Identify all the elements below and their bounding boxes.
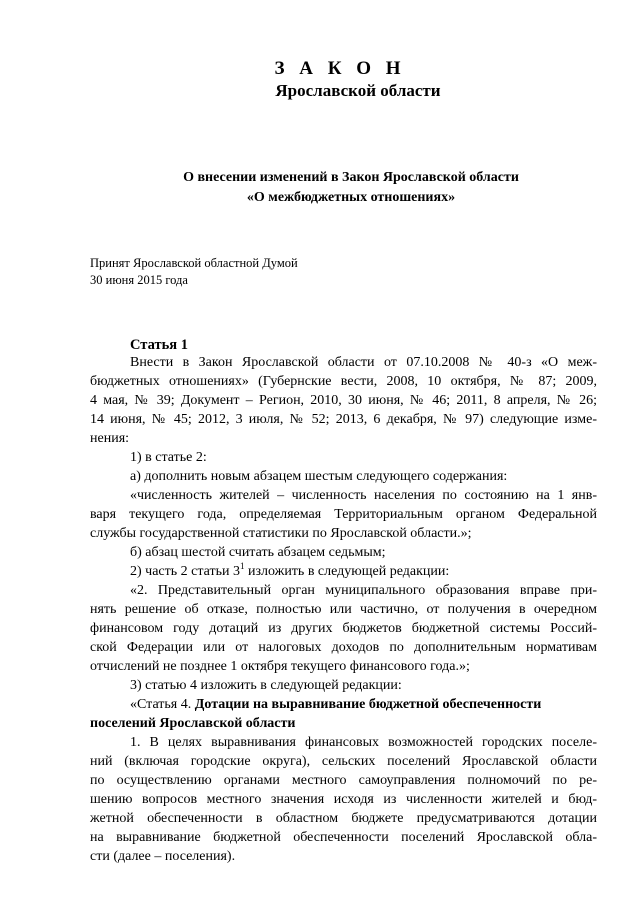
adoption-line-1: Принят Ярославской областной Думой: [90, 256, 298, 270]
body-line: 3) статью 4 изложить в следующей редакции:: [130, 678, 402, 693]
law-region: Ярославской области: [275, 81, 441, 100]
body-text: «Статья 4.: [130, 697, 195, 712]
body-line: 1) в статье 2:: [130, 450, 207, 465]
body-line: бюджетных отношениях» (Губернские вести, 2008, 10 октября, № 87; 2009,: [90, 374, 597, 389]
body-line: б) абзац шестой считать абзацем седьмым;: [130, 545, 386, 560]
article-title-bold: Дотации на выравнивание бюджетной обеспеченности: [194, 697, 542, 712]
body-text: 2) часть 2 статьи 3: [130, 564, 240, 579]
body-line: службы государственной статистики по Ярославской области.»;: [90, 526, 472, 541]
body-line: [90, 562, 597, 581]
body-text: изложить в следующей редакции:: [244, 564, 450, 579]
adoption-note: [90, 255, 298, 289]
body-line: финансовом году дотаций из других бюджетов бюджетной системы Россий-: [90, 621, 597, 636]
body-line: «численность жителей – численность населения по состоянию на 1 янв-: [130, 488, 597, 503]
law-title: З А К О Н: [274, 58, 406, 79]
body-line: 1. В целях выравнивания финансовых возможностей городских поселе-: [130, 735, 597, 750]
article-body: [90, 353, 597, 866]
body-line: нения:: [90, 431, 130, 446]
body-line: сти (далее – поселения).: [90, 849, 236, 864]
body-line: на выравнивание бюджетной обеспеченности поселений Ярославской обла-: [90, 830, 597, 845]
body-line: по осуществлению органами местного самоуправления полномочий по ре-: [90, 773, 597, 788]
body-line: 4 мая, № 39; Документ – Регион, 2010, 30 июня, № 46; 2011, 8 апреля, № 26;: [90, 393, 597, 408]
subject-line-1: О внесении изменений в Закон Ярославской области: [183, 170, 519, 185]
body-line: нять решение об отказе, полностью или частично, от получения в очередном: [90, 602, 597, 617]
body-line: ний (включая городские округа), сельских поселений Ярославской области: [90, 754, 597, 769]
body-line: варя текущего года, определяемая Территориальным органом Федеральной: [90, 507, 597, 522]
body-line: «2. Представительный орган муниципального образования вправе при-: [130, 583, 597, 598]
body-line: [90, 695, 597, 714]
body-line: шению вопросов местного значения исходя из численности жителей и бюд-: [90, 792, 597, 807]
law-subject: [0, 168, 640, 208]
body-line: а) дополнить новым абзацем шестым следующего содержания:: [130, 469, 508, 484]
superscript: 1: [239, 561, 245, 571]
body-line: Внести в Закон Ярославской области от 07.10.2008 № 40-з «О меж-: [130, 355, 597, 370]
article-title-bold: поселений Ярославской области: [90, 716, 296, 731]
adoption-date: 30 июня 2015 года: [90, 273, 188, 287]
body-line: ской Федерации или от налоговых доходов по дополнительным нормативам: [90, 640, 597, 655]
subject-line-2: «О межбюджетных отношениях»: [246, 190, 456, 205]
body-line: отчислений не позднее 1 октября текущего финансового года.»;: [90, 659, 470, 674]
body-line: 14 июня, № 45; 2012, 3 июля, № 52; 2013, 6 декабря, № 97) следующие изме-: [90, 412, 597, 427]
body-line: жетной обеспеченности в областном бюджете предусматриваются дотации: [90, 811, 597, 826]
article-heading: Статья 1: [130, 337, 188, 353]
body-line: [90, 714, 597, 733]
